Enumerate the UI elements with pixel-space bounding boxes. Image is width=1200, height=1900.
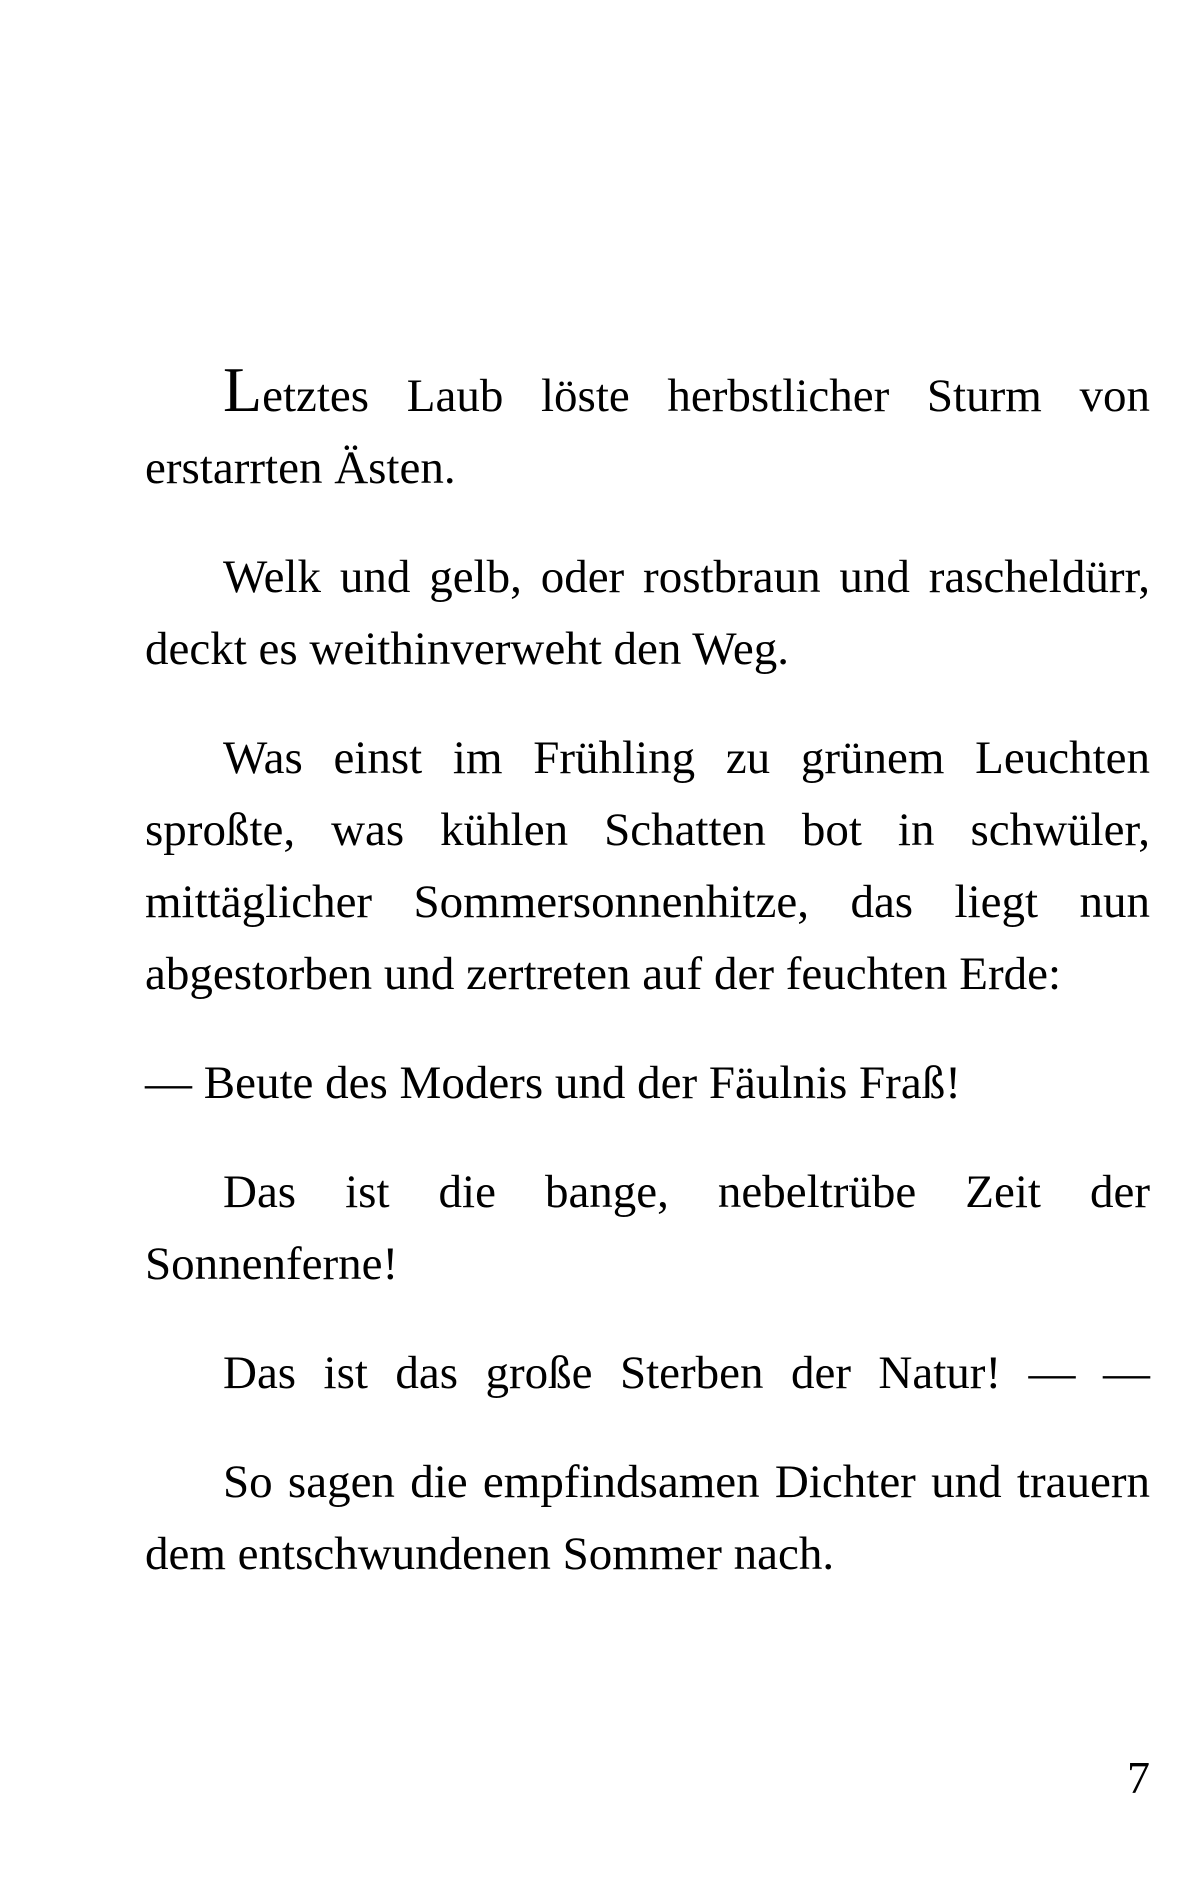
paragraph-6: Das ist das große Sterben der Natur! — — [223,1347,1150,1399]
body-text [145,354,1150,1627]
paragraph-1 [145,354,1150,504]
paragraph-1-text: etztes Laub löste herbstlicher Sturm von erstarrten Ästen. [145,370,1150,494]
initial-letter: L [223,354,263,425]
paragraph-5: Das ist die bange, nebeltrübe Zeit der Sonnenferne! [145,1166,1150,1290]
paragraph-4: — Beute des Moders und der Fäulnis Fraß! [145,1057,961,1109]
paragraph-3: Was einst im Frühling zu grünem Leuchten sproßte, was kühlen Schatten bot in schwüler, mittäglicher Sommersonnenhitze, das liegt nun abgestorben und zertreten auf der feuchten Erde: [145,732,1150,1000]
paragraph-7: So sagen die empfindsamen Dichter und trauern dem entschwundenen Sommer nach. [145,1456,1150,1580]
paragraph-2: Welk und gelb, oder rostbraun und rascheldürr, deckt es weithinverweht den Weg. [145,551,1150,675]
page-number: 7 [1127,1752,1150,1803]
